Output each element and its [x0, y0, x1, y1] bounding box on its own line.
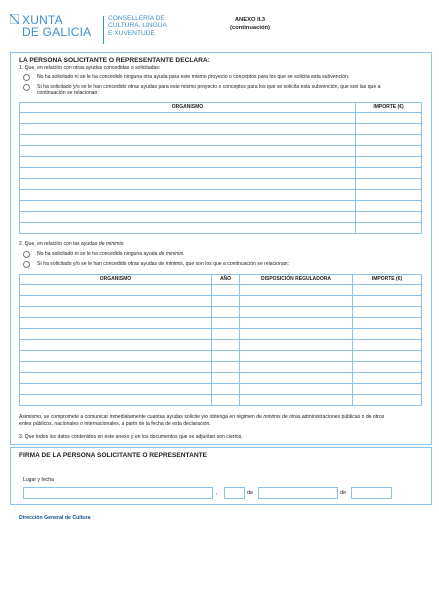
table2-cell[interactable]: [240, 373, 353, 384]
item2-opt2-prefix: Sí ha solicitado y/o se le han concedido otras ayudas: [37, 261, 159, 267]
logo-text: [22, 14, 91, 38]
table2-cell[interactable]: [212, 351, 240, 362]
table1-cell[interactable]: [20, 179, 356, 190]
item2-prefix: 2. Que, en relación con las ayudas: [19, 241, 99, 247]
table2-row: [20, 296, 422, 307]
table1-cell[interactable]: [356, 190, 422, 201]
dept-line2: CULTURA, LINGUA: [108, 22, 167, 30]
month-field[interactable]: [258, 487, 338, 499]
table2-cell[interactable]: [240, 285, 353, 296]
table2-row: [20, 329, 422, 340]
table2-cell[interactable]: [353, 285, 422, 296]
item2-option-no-radio[interactable]: [23, 251, 30, 258]
logo-divider: [103, 16, 104, 44]
item1-option-yes-radio[interactable]: [23, 84, 30, 91]
table2-cell[interactable]: [212, 307, 240, 318]
table1-cell[interactable]: [356, 135, 422, 146]
dept-line1: CONSELLERÍA DE: [108, 15, 165, 22]
xunta-logo: [10, 14, 180, 48]
table1-cell[interactable]: [20, 223, 356, 234]
table1-cell[interactable]: [356, 223, 422, 234]
item1-text: 1. Que, en relación con otras ayudas concedidas o solicitadas:: [19, 65, 161, 71]
asimismo-line2: entes públicos, nacionales o internacionales, a partir de la fecha de esta declaración.: [19, 421, 211, 427]
table2-row: [20, 384, 422, 395]
table2-cell[interactable]: [353, 373, 422, 384]
table2-row: [20, 373, 422, 384]
table2-row: [20, 318, 422, 329]
other-aid-table: [19, 102, 422, 234]
table2-cell[interactable]: [20, 285, 212, 296]
table1-cell[interactable]: [356, 212, 422, 223]
asimismo-prefix: Asimismo, se compromete a comunicar inmediatamente cuantas ayudas solicite y/o obtenga en régimen: [19, 414, 257, 420]
table1-cell[interactable]: [356, 146, 422, 157]
table2-cell[interactable]: [353, 296, 422, 307]
table2-cell[interactable]: [240, 318, 353, 329]
table1-header-importe: IMPORTE (€): [356, 103, 422, 113]
table2-header-organismo: ORGANISMO: [20, 275, 212, 285]
table2-cell[interactable]: [212, 384, 240, 395]
table1-row: [20, 135, 422, 146]
table2-cell[interactable]: [240, 362, 353, 373]
table2-row: [20, 351, 422, 362]
logo-line1: XUNTA: [22, 13, 63, 27]
table1-row: [20, 113, 422, 124]
table1-row: [20, 146, 422, 157]
table1-row: [20, 212, 422, 223]
table2-cell[interactable]: [20, 362, 212, 373]
table2-cell[interactable]: [212, 362, 240, 373]
table2-header-importe: IMPORTE (€): [353, 275, 422, 285]
anexo-subtitle: (continuación): [230, 25, 270, 31]
table2-row: [20, 340, 422, 351]
table2-cell[interactable]: [240, 384, 353, 395]
table2-cell[interactable]: [240, 307, 353, 318]
table2-cell[interactable]: [212, 340, 240, 351]
table2-cell[interactable]: [20, 307, 212, 318]
de-separator-2: de: [340, 490, 347, 496]
table2-row: [20, 395, 422, 406]
table2-header-ano: AÑO: [212, 275, 240, 285]
minimis-aid-table: [19, 274, 422, 406]
table2-cell[interactable]: [20, 296, 212, 307]
place-date-label: Lugar y fecha: [23, 477, 54, 483]
table2-cell[interactable]: [353, 307, 422, 318]
asimismo-suffix: de otras administraciones públicas o de otros: [280, 414, 385, 420]
table1-cell[interactable]: [20, 168, 356, 179]
table1-cell[interactable]: [20, 201, 356, 212]
table1-row: [20, 124, 422, 135]
anexo-heading: [210, 16, 290, 32]
table2-cell[interactable]: [353, 340, 422, 351]
table2-cell[interactable]: [20, 340, 212, 351]
table1-cell[interactable]: [356, 124, 422, 135]
table2-cell[interactable]: [20, 373, 212, 384]
table1-cell[interactable]: [356, 179, 422, 190]
table1-cell[interactable]: [20, 157, 356, 168]
table1-cell[interactable]: [356, 168, 422, 179]
item1-option-yes-label-cont: continuación se relacionan:: [37, 90, 99, 96]
signature-title: FIRMA DE LA PERSONA SOLICITANTE O REPRESENTANTE: [19, 452, 208, 459]
table1-cell[interactable]: [20, 212, 356, 223]
table1-cell[interactable]: [356, 113, 422, 124]
declaration-title: LA PERSONA SOLICITANTE O REPRESENTANTE DECLARA:: [19, 57, 210, 64]
department-name: [108, 15, 167, 37]
table2-cell[interactable]: [240, 340, 353, 351]
table2-cell[interactable]: [20, 351, 212, 362]
table2-cell[interactable]: [353, 351, 422, 362]
table1-cell[interactable]: [20, 113, 356, 124]
place-separator: ,: [216, 490, 218, 496]
item3-text: 3. Que todos los datos contenidos en este anexo y en los documentos que se adjuntan son ciertos.: [19, 434, 243, 440]
place-field[interactable]: [23, 487, 213, 499]
item2-text: [19, 241, 125, 247]
item2-option-no-label: [37, 251, 185, 257]
day-field[interactable]: [224, 487, 245, 499]
table2-cell[interactable]: [353, 384, 422, 395]
table2-cell[interactable]: [20, 384, 212, 395]
table2-cell[interactable]: [240, 351, 353, 362]
table2-cell[interactable]: [20, 318, 212, 329]
table2-row: [20, 285, 422, 296]
xunta-flag-icon: [10, 14, 19, 24]
table2-cell[interactable]: [212, 395, 240, 406]
table2-cell[interactable]: [353, 395, 422, 406]
table2-cell[interactable]: [240, 395, 353, 406]
table1-row: [20, 223, 422, 234]
table1-cell[interactable]: [20, 135, 356, 146]
item2-suffix: :: [123, 241, 125, 247]
item2-option-yes-label: [37, 261, 289, 267]
table1-row: [20, 179, 422, 190]
table2-cell[interactable]: [353, 329, 422, 340]
table2-row: [20, 362, 422, 373]
table1-cell[interactable]: [20, 190, 356, 201]
item2-opt1-em: de minimis: [158, 251, 184, 257]
item2-opt1-prefix: No ha solicitado ni se le ha concedido ninguna ayuda: [37, 251, 159, 257]
table2-cell[interactable]: [212, 329, 240, 340]
table2-cell[interactable]: [212, 373, 240, 384]
table1-row: [20, 190, 422, 201]
table2-cell[interactable]: [353, 362, 422, 373]
item2-option-yes-radio[interactable]: [23, 261, 30, 268]
table2-cell[interactable]: [20, 329, 212, 340]
asimismo-line1: [19, 414, 384, 420]
item2-opt2-em: de minimis: [158, 261, 183, 267]
table2-cell[interactable]: [20, 395, 212, 406]
table1-cell[interactable]: [356, 157, 422, 168]
item1-option-yes-label: Sí ha solicitado y/o se le han concedido otras ayudas para este mismo proyecto o conceptos para los que se solicita esta subvención, que son las que a: [37, 84, 381, 90]
table1-cell[interactable]: [20, 146, 356, 157]
table2-cell[interactable]: [353, 318, 422, 329]
table2-cell[interactable]: [240, 329, 353, 340]
item1-option-no-radio[interactable]: [23, 74, 30, 81]
table2-cell[interactable]: [212, 296, 240, 307]
item2-opt1-suffix: .: [183, 251, 185, 257]
footer-department: Dirección General de Cultura: [19, 515, 91, 521]
anexo-title: ANEXO II.3: [234, 17, 266, 23]
item2-opt2-suffix: , que son los que a continuación se relacionan:: [182, 261, 290, 267]
table1-cell[interactable]: [356, 201, 422, 212]
table1-cell[interactable]: [20, 124, 356, 135]
table2-row: [20, 307, 422, 318]
table1-row: [20, 201, 422, 212]
item1-option-no-label: No ha solicitado ni se le ha concedido ninguna otra ayuda para este mismo proyecto o conceptos para los que se solicita esta subvención.: [37, 74, 350, 80]
logo-line2: DE GALICIA: [22, 25, 92, 39]
table2-cell[interactable]: [240, 296, 353, 307]
de-separator-1: de: [247, 490, 254, 496]
table1-header-organismo: ORGANISMO: [20, 103, 356, 113]
dept-line3: E XUVENTUDE: [108, 29, 155, 37]
table1-row: [20, 157, 422, 168]
year-field[interactable]: [351, 487, 392, 499]
asimismo-em: de minimis: [256, 414, 281, 420]
item2-em: de minimis: [98, 241, 124, 247]
table2-cell[interactable]: [212, 285, 240, 296]
table2-cell[interactable]: [212, 318, 240, 329]
table2-header-disposicion: DISPOSICIÓN REGULADORA: [240, 275, 353, 285]
table1-row: [20, 168, 422, 179]
